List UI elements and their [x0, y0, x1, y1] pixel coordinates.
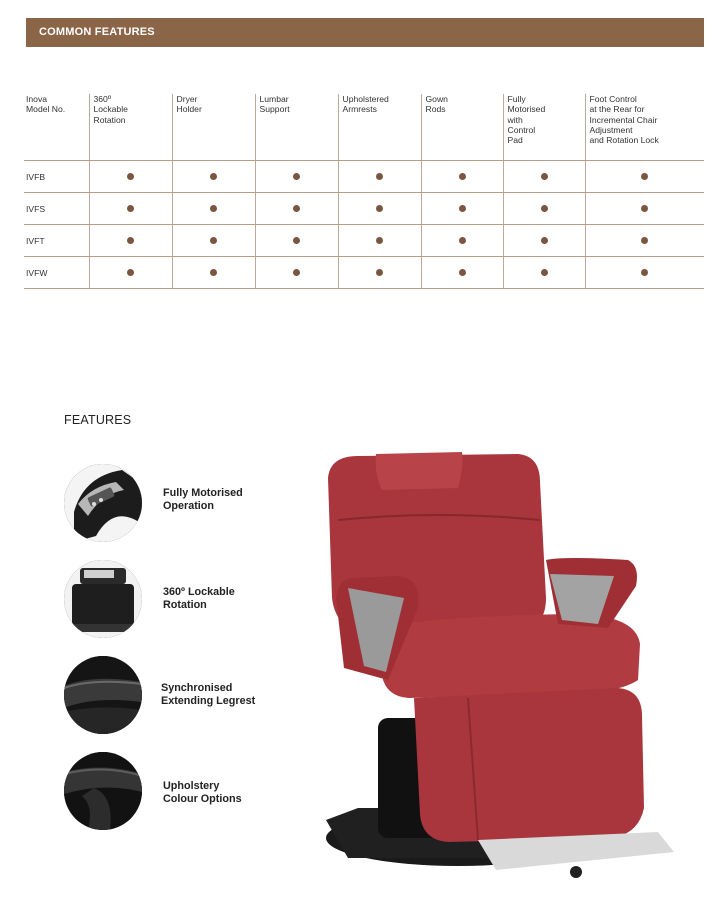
header-lumbar-support: Lumbar Support [255, 94, 338, 161]
header-foot-control: Foot Control at the Rear for Incremental Chair Adjustment and Rotation Lock [585, 94, 704, 161]
feature-cell [503, 193, 585, 225]
included-dot-icon [541, 237, 548, 244]
feature-cell [89, 257, 172, 289]
included-dot-icon [127, 269, 134, 276]
feature-cell [172, 193, 255, 225]
feature-cell [585, 225, 704, 257]
included-dot-icon [127, 173, 134, 180]
feature-cell [172, 161, 255, 193]
included-dot-icon [127, 237, 134, 244]
feature-1-line1: Fully Motorised [163, 487, 243, 499]
header-armrests: Upholstered Armrests [338, 94, 421, 161]
feature-4-line2: Colour Options [163, 793, 242, 805]
included-dot-icon [210, 205, 217, 212]
included-dot-icon [641, 237, 648, 244]
feature-cell [255, 193, 338, 225]
included-dot-icon [210, 173, 217, 180]
feature-cell [89, 193, 172, 225]
included-dot-icon [641, 269, 648, 276]
included-dot-icon [210, 237, 217, 244]
common-features-table [24, 94, 704, 289]
included-dot-icon [459, 237, 466, 244]
included-dot-icon [127, 205, 134, 212]
common-features-banner [26, 18, 704, 47]
feature-cell [503, 161, 585, 193]
included-dot-icon [293, 205, 300, 212]
feature-4-line1: Upholstery [163, 780, 220, 792]
feature-item-upholstery [64, 752, 294, 832]
included-dot-icon [293, 173, 300, 180]
feature-cell [338, 257, 421, 289]
feature-cell [255, 225, 338, 257]
feature-item-motorised [64, 464, 294, 544]
feature-cell [503, 225, 585, 257]
header-dryer-holder: Dryer Holder [172, 94, 255, 161]
feature-3-line2: Extending Legrest [161, 695, 256, 707]
included-dot-icon [541, 205, 548, 212]
included-dot-icon [459, 173, 466, 180]
feature-item-rotation [64, 560, 294, 640]
model-cell: IVFS [24, 193, 89, 225]
feature-cell [172, 225, 255, 257]
header-rotation: 360º Lockable Rotation [89, 94, 172, 161]
included-dot-icon [376, 269, 383, 276]
feature-cell [421, 225, 503, 257]
upholstery-thumbnail [64, 752, 142, 830]
feature-cell [585, 193, 704, 225]
features-heading: FEATURES [64, 413, 132, 427]
feature-cell [338, 161, 421, 193]
included-dot-icon [376, 205, 383, 212]
feature-cell [89, 161, 172, 193]
table-row [24, 193, 704, 225]
included-dot-icon [376, 173, 383, 180]
feature-cell [421, 193, 503, 225]
feature-2-line1: 360º Lockable [163, 586, 235, 598]
included-dot-icon [293, 269, 300, 276]
model-cell: IVFW [24, 257, 89, 289]
legrest-thumbnail [64, 656, 142, 734]
header-gown-rods: Gown Rods [421, 94, 503, 161]
included-dot-icon [459, 205, 466, 212]
feature-cell [338, 193, 421, 225]
feature-cell [421, 161, 503, 193]
table-header-row [24, 94, 704, 161]
feature-cell [585, 161, 704, 193]
feature-cell [503, 257, 585, 289]
feature-cell [421, 257, 503, 289]
model-cell: IVFT [24, 225, 89, 257]
included-dot-icon [641, 205, 648, 212]
included-dot-icon [541, 173, 548, 180]
included-dot-icon [210, 269, 217, 276]
feature-cell [255, 161, 338, 193]
feature-cell [172, 257, 255, 289]
feature-1-line2: Operation [163, 500, 214, 512]
feature-cell [585, 257, 704, 289]
included-dot-icon [293, 237, 300, 244]
feature-cell [89, 225, 172, 257]
model-cell: IVFB [24, 161, 89, 193]
included-dot-icon [541, 269, 548, 276]
feature-cell [338, 225, 421, 257]
header-motorised: Fully Motorised with Control Pad [503, 94, 585, 161]
included-dot-icon [641, 173, 648, 180]
motor-control-thumbnail [64, 464, 142, 542]
included-dot-icon [376, 237, 383, 244]
header-model: Inova Model No. [24, 94, 89, 161]
table-row [24, 225, 704, 257]
feature-3-line1: Synchronised [161, 682, 233, 694]
included-dot-icon [459, 269, 466, 276]
feature-cell [255, 257, 338, 289]
feature-2-line2: Rotation [163, 599, 207, 611]
table-row [24, 161, 704, 193]
barber-chair-image [318, 448, 680, 884]
banner-title: COMMON FEATURES [39, 26, 155, 38]
table-row [24, 257, 704, 289]
rotation-base-thumbnail [64, 560, 142, 638]
feature-item-legrest [64, 656, 294, 736]
